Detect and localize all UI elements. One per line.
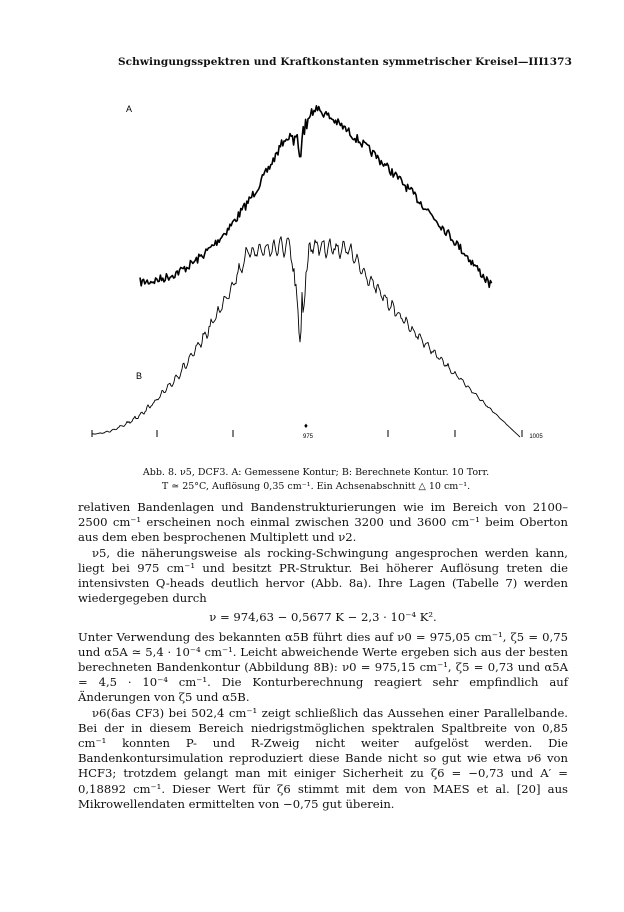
page-number: 1373 [542,56,572,68]
paragraph-nu5: ν5, die näherungsweise als rocking-Schwingung angesprochen werden kann, liegt bei 975 cm⁻¹ und besitzt PR-Struktur. Bei höherer Auflösung treten die intensivsten Q-heads deutlich hervor (Abb. 8a). Ihre Lagen (Tabelle 7) werden wiedergegeben durch [78,545,568,606]
trace-label-b: B [136,371,143,381]
caption-line-2: T ≃ 25°C, Auflösung 0,35 cm⁻¹. Ein Achsenabschnitt △ 10 cm⁻¹. [161,481,471,492]
spectrum-plot [80,82,550,462]
measured-contour-trace [140,106,492,287]
page-header [118,56,572,72]
trace-label-a: A [126,104,133,114]
paragraph-zeta5: Unter Verwendung des bekannten α5B führt dies auf ν0 = 975,05 cm⁻¹, ζ5 = 0,75 und α5A ≃ 5,4 · 10⁻⁴ cm⁻¹. Leicht abweichende Werte ergeben sich aus der besten berechneten Bandenkontur (Abbildung 8B): ν0 = 975,15 cm⁻¹, ζ5 = 0,73 und α5A = 4,5 · 10⁻⁴ cm⁻¹. Die Konturberechnung reagiert sehr empfindlich auf Änderungen von ζ5 und α5B. [78,629,568,705]
paragraph-continuation: relativen Bandenlagen und Bandenstrukturierungen wie im Bereich von 2100–2500 cm⁻¹ erscheinen noch einmal zwischen 3200 und 3600 cm⁻¹ beim Oberton aus dem eben besprochenen Multiplett und ν2. [78,500,568,545]
caption-line-1: Abb. 8. ν5, DCF3. A: Gemessene Kontur; B: Berechnete Kontur. 10 Torr. [142,467,490,478]
figure-caption [78,466,554,494]
tick-label-975: 975 [302,434,314,440]
spectrum-figure [80,82,550,462]
equation-q-heads: ν = 974,63 − 0,5677 K − 2,3 · 10⁻⁴ K². [209,610,437,625]
body-text [78,500,568,812]
running-title: Schwingungsspektren und Kraftkonstanten symmetrischer Kreisel—III [118,56,544,68]
calculated-contour-trace [92,237,520,437]
center-marker: ♦ [303,423,309,430]
tick-label-1005: 1005 [529,434,543,440]
paragraph-nu6: ν6(δas CF3) bei 502,4 cm⁻¹ zeigt schließlich das Aussehen einer Parallelbande. Bei der in diesem Bereich niedrigstmöglichen spektralen Spaltbreite von 0,85 cm⁻¹ konnten P- und R-Zweig nicht weiter aufgelöst werden. Die Bandenkontursimulation reproduziert diese Bande nicht so gut wie etwa ν6 von HCF3; trotzdem gelangt man mit einiger Sicherheit zu ζ6 = −0,73 und A′ = 0,18892 cm⁻¹. Dieser Wert für ζ6 stimmt mit dem von MAES et al. [20] aus Mikrowellendaten ermittelten von −0,75 gut überein. [78,705,568,811]
